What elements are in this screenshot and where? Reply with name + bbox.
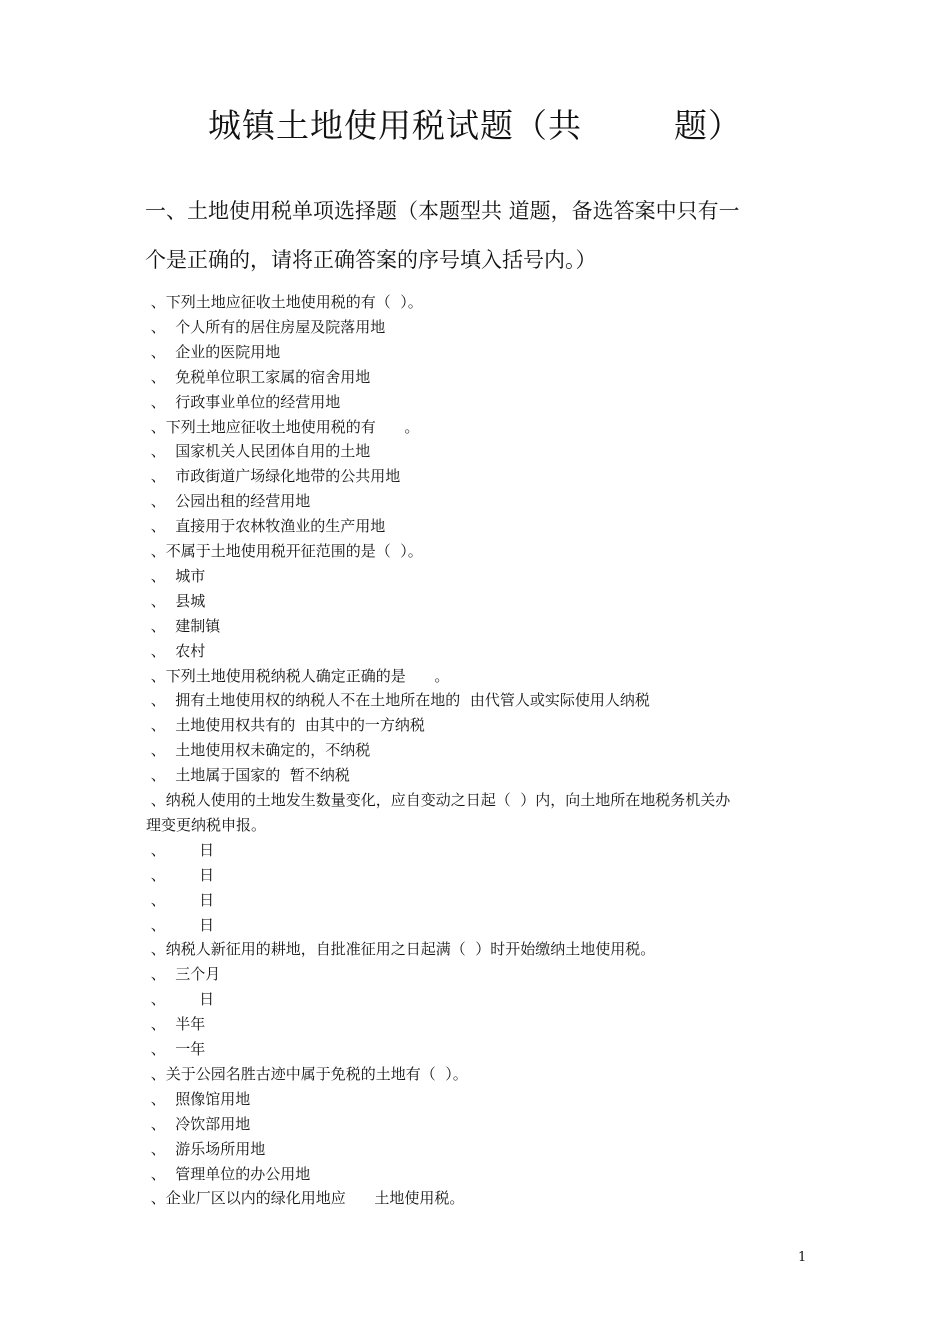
question-line: 、 县城 bbox=[146, 591, 206, 610]
question-line: 、不属于土地使用税开征范围的是（ ）。 bbox=[146, 542, 423, 560]
question-line: 、 土地使用权未确定的，不纳税 bbox=[146, 741, 371, 760]
section-heading-line-1: 一、土地使用税单项选择题（本题型共 道题，备选答案中只有一 bbox=[145, 199, 740, 223]
question-line: 、关于公园名胜古迹中属于免税的土地有（ ）。 bbox=[146, 1064, 468, 1083]
section-heading-line-2: 个是正确的，请将正确答案的序号填入括号内。） bbox=[145, 248, 597, 272]
question-line: 、 免税单位职工家属的宿舍用地 bbox=[146, 367, 371, 386]
question-line: 、 直接用于农林牧渔业的生产用地 bbox=[146, 517, 386, 536]
page-number: 1 bbox=[798, 1250, 807, 1265]
question-line: 、 国家机关人民团体自用的土地 bbox=[146, 442, 371, 461]
question-line: 理变更纳税申报。 bbox=[146, 815, 267, 834]
question-line: 、 日 bbox=[146, 915, 215, 934]
question-line: 、 城市 bbox=[146, 566, 206, 585]
question-line: 、 日 bbox=[146, 990, 215, 1009]
page-title: 城镇土地使用税试题（共 题） bbox=[208, 106, 742, 145]
question-line: 、 土地属于国家的 暂不纳税 bbox=[146, 766, 350, 785]
question-line: 、 拥有土地使用权的纳税人不在土地所在地的 由代管人或实际使用人纳税 bbox=[146, 691, 650, 710]
question-line: 、纳税人使用的土地发生数量变化，应自变动之日起（ ）内，向土地所在地税务机关办 bbox=[146, 791, 731, 809]
question-line: 、 半年 bbox=[146, 1015, 206, 1034]
question-line: 、 一年 bbox=[146, 1040, 206, 1058]
question-line: 、企业厂区以内的绿化用地应 土地使用税。 bbox=[146, 1189, 465, 1208]
question-line: 、下列土地使用税纳税人确定正确的是 。 bbox=[146, 666, 450, 685]
question-line: 、下列土地应征收土地使用税的有（ ）。 bbox=[146, 293, 423, 311]
question-line: 、 日 bbox=[146, 840, 215, 859]
question-line: 、 建制镇 bbox=[146, 616, 221, 635]
question-line: 、纳税人新征用的耕地，自批准征用之日起满（ ）时开始缴纳土地使用税。 bbox=[146, 940, 656, 959]
question-line: 、 照像馆用地 bbox=[146, 1089, 251, 1108]
question-line: 、 农村 bbox=[146, 641, 206, 660]
question-line: 、 管理单位的办公用地 bbox=[146, 1164, 311, 1183]
question-line: 、 日 bbox=[146, 865, 215, 884]
question-line: 、 日 bbox=[146, 890, 215, 909]
question-line: 、 企业的医院用地 bbox=[146, 342, 281, 361]
question-line: 、 公园出租的经营用地 bbox=[146, 492, 311, 511]
question-line: 、 行政事业单位的经营用地 bbox=[146, 392, 341, 411]
question-line: 、 个人所有的居住房屋及院落用地 bbox=[146, 317, 386, 336]
question-line: 、 冷饮部用地 bbox=[146, 1114, 251, 1133]
question-line: 、 游乐场所用地 bbox=[146, 1139, 266, 1158]
question-line: 、 三个月 bbox=[146, 965, 221, 984]
question-line: 、下列土地应征收土地使用税的有 。 bbox=[146, 417, 420, 436]
question-line: 、 土地使用权共有的 由其中的一方纳税 bbox=[146, 716, 425, 735]
question-line: 、 市政街道广场绿化地带的公共用地 bbox=[146, 467, 401, 486]
